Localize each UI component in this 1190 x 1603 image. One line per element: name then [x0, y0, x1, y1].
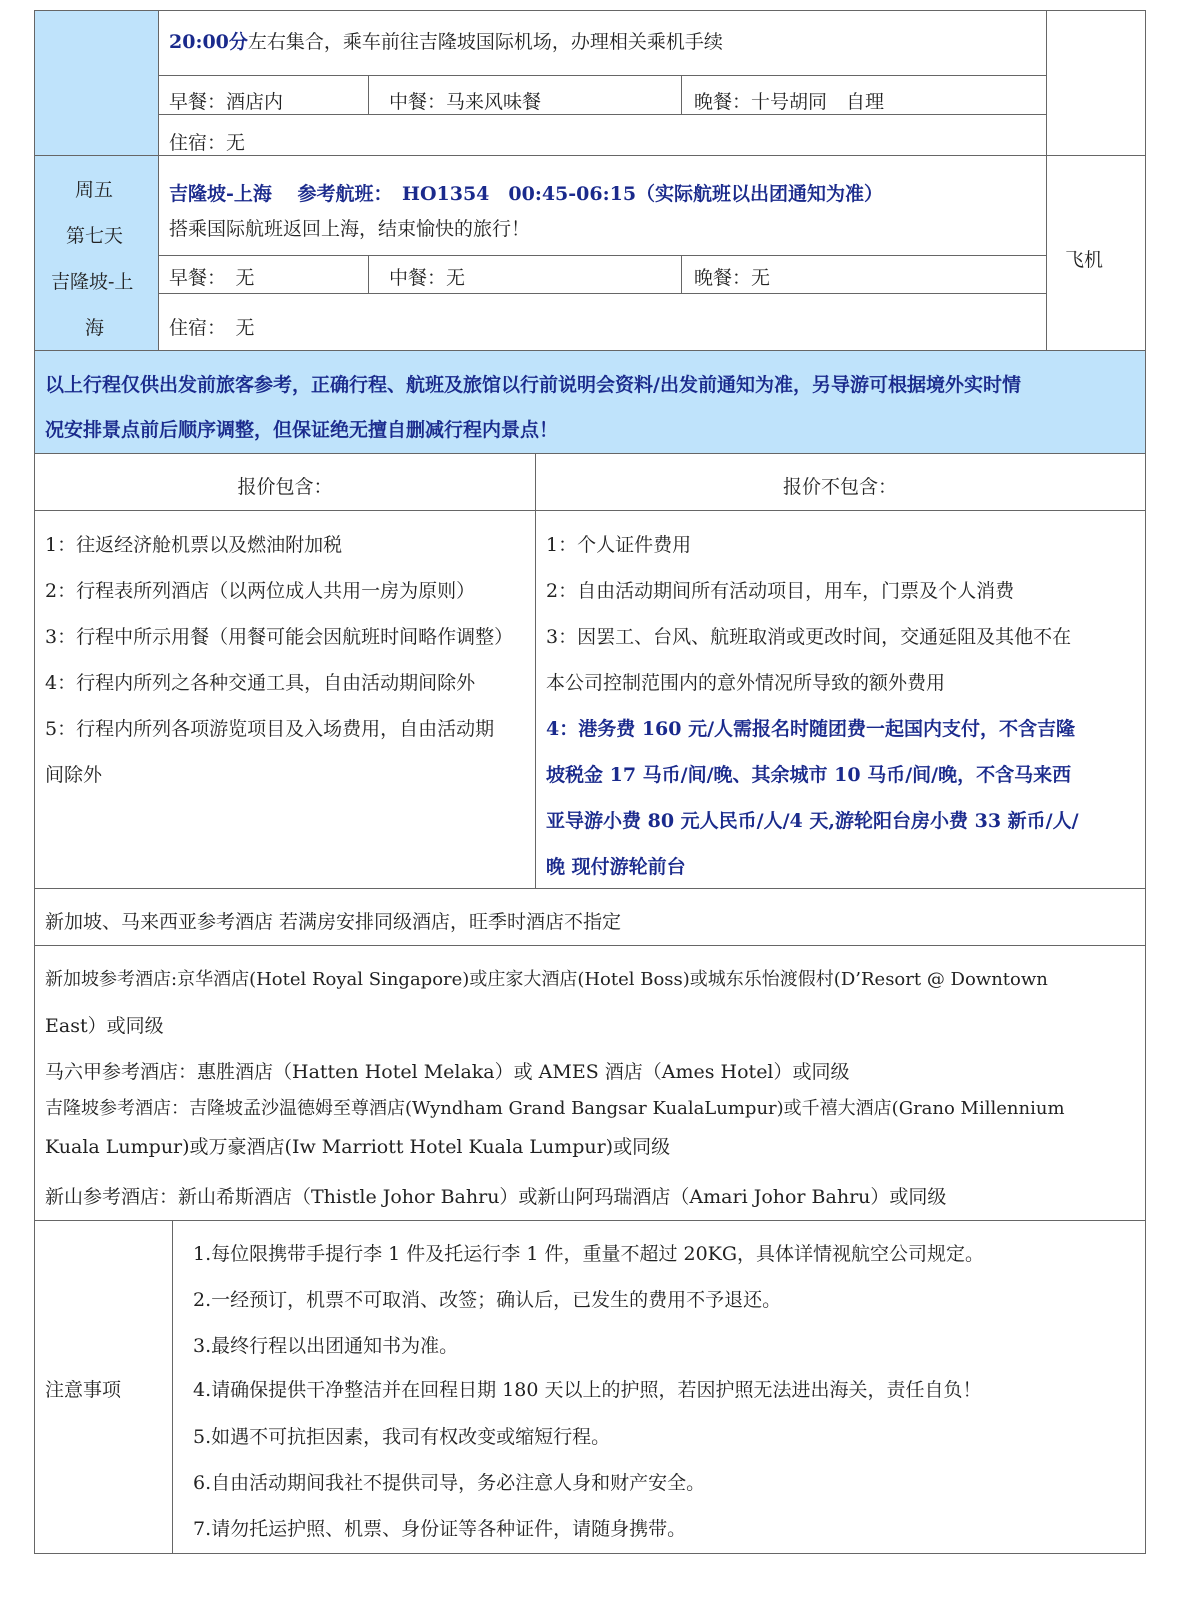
day7-breakfast: 早餐： 无 — [169, 267, 255, 289]
day7-weekday: 周五 — [75, 179, 114, 201]
note-item-2: 2.一经预订，机票不可取消、改签；确认后，已发生的费用不予退还。 — [193, 1289, 782, 1311]
day7-day-number: 第七天 — [66, 225, 124, 247]
day7-activity: 搭乘国际航班返回上海，结束愉快的旅行！ — [169, 218, 531, 240]
notice-line2: 况安排景点前后顺序调整，但保证绝无擅自删减行程内景点！ — [45, 419, 559, 441]
excluded-item-4-line4: 晚 现付游轮前台 — [546, 856, 686, 878]
included-item-2: 2：行程表所列酒店（以两位成人共用一房为原则） — [45, 580, 476, 602]
excluded-header: 报价不包含： — [782, 476, 897, 498]
excluded-item-1: 1：个人证件费用 — [546, 534, 692, 556]
hotels-intro — [34, 888, 1146, 946]
day6-time: 20:00 — [169, 31, 229, 53]
hotels-list — [34, 945, 1146, 1221]
excluded-item-4: 4：港务费 160 元/人需报名时随团费一起国内支付，不含吉隆 — [546, 718, 1076, 740]
day6-label-cell — [35, 11, 158, 155]
excluded-item-3-cont: 本公司控制范围内的意外情况所导致的额外费用 — [546, 672, 946, 694]
note-item-7: 7.请勿托运护照、机票、身份证等各种证件，请随身携带。 — [193, 1518, 687, 1540]
day6-activity — [169, 30, 723, 54]
hotel-kuala-lumpur: 吉隆坡参考酒店：吉隆坡孟沙温德姆至尊酒店(Wyndham Grand Bangsar KualaLumpur)或千禧大酒店(Grano Millennium — [45, 1098, 1065, 1119]
itinerary-document — [34, 10, 1146, 1595]
notice-line1: 以上行程仅供出发前旅客参考，正确行程、航班及旅馆以行前说明会资料/出发前通知为准，另导游可根据境外实时情 — [45, 374, 1021, 396]
note-item-5: 5.如遇不可抗拒因素，我司有权改变或缩短行程。 — [193, 1426, 611, 1448]
day7-transport: 飞机 — [1065, 249, 1104, 271]
included-item-1: 1：往返经济舱机票以及燃油附加税 — [45, 534, 343, 556]
included-item-4: 4：行程内所列之各种交通工具，自由活动期间除外 — [45, 672, 476, 694]
included-item-3: 3：行程中所示用餐（用餐可能会因航班时间略作调整） — [45, 626, 514, 648]
day6-lunch: 中餐：马来风味餐 — [389, 91, 542, 113]
day6-lodging: 住宿：无 — [169, 132, 246, 154]
hotel-singapore-cont: East）或同级 — [45, 1015, 164, 1037]
day7-dinner: 晚餐：无 — [694, 267, 771, 289]
excluded-item-2: 2：自由活动期间所有活动项目，用车，门票及个人消费 — [546, 580, 1015, 602]
hotel-kuala-lumpur-cont: Kuala Lumpur)或万豪酒店(Iw Marriott Hotel Kuala Lumpur)或同级 — [45, 1136, 671, 1158]
excluded-item-4-line3: 亚导游小费 80 元人民币/人/4 天,游轮阳台房小费 33 新币/人/ — [546, 810, 1079, 832]
included-header: 报价包含： — [237, 476, 333, 498]
note-item-1: 1.每位限携带手提行李 1 件及托运行李 1 件，重量不超过 20KG，具体详情视航空公司规定。 — [193, 1243, 985, 1265]
price-table — [34, 453, 1146, 889]
day7-lodging: 住宿： 无 — [169, 317, 255, 339]
notes-block — [34, 1220, 1146, 1554]
note-item-3: 3.最终行程以出团通知书为准。 — [193, 1335, 459, 1357]
day7-block — [34, 155, 1146, 351]
notes-label: 注意事项 — [45, 1379, 122, 1401]
note-item-4: 4.请确保提供干净整洁并在回程日期 180 天以上的护照，若因护照无法进出海关，责任自负！ — [193, 1379, 982, 1401]
included-item-5-cont: 间除外 — [45, 764, 103, 786]
excluded-item-3: 3：因罢工、台风、航班取消或更改时间，交通延阻及其他不在 — [546, 626, 1072, 648]
notice-banner — [34, 350, 1146, 454]
hotel-malacca: 马六甲参考酒店：惠胜酒店（Hatten Hotel Melaka）或 AMES 酒店（Ames Hotel）或同级 — [45, 1061, 850, 1083]
included-item-5: 5：行程内所列各项游览项目及入场费用，自由活动期 — [45, 718, 495, 740]
day6-block — [34, 10, 1146, 156]
day7-route-line1: 吉隆坡-上 — [51, 271, 134, 293]
note-item-6: 6.自由活动期间我社不提供司导，务必注意人身和财产安全。 — [193, 1472, 706, 1494]
day6-breakfast: 早餐：酒店内 — [169, 91, 284, 113]
hotels-intro-text: 新加坡、马来西亚参考酒店 若满房安排同级酒店，旺季时酒店不指定 — [45, 911, 622, 933]
day7-title: 吉隆坡-上海 参考航班： HO1354 00:45-06:15（实际航班以出团通知为准） — [169, 183, 884, 205]
day6-time-unit: 分 — [228, 31, 248, 53]
day6-activity-text: 左右集合，乘车前往吉隆坡国际机场，办理相关乘机手续 — [247, 31, 723, 53]
hotel-johor: 新山参考酒店：新山希斯酒店（Thistle Johor Bahru）或新山阿玛瑞酒店（Amari Johor Bahru）或同级 — [45, 1186, 947, 1208]
day7-route-line2: 海 — [85, 317, 105, 339]
day6-dinner: 晚餐：十号胡同 自理 — [694, 91, 885, 113]
excluded-item-4-line2: 坡税金 17 马币/间/晚、其余城市 10 马币/间/晚，不含马来西 — [546, 764, 1072, 786]
day7-lunch: 中餐：无 — [389, 267, 466, 289]
hotel-singapore: 新加坡参考酒店:京华酒店(Hotel Royal Singapore)或庄家大酒店(Hotel Boss)或城东乐怡渡假村(D’Resort @ Downtown — [45, 969, 1048, 990]
